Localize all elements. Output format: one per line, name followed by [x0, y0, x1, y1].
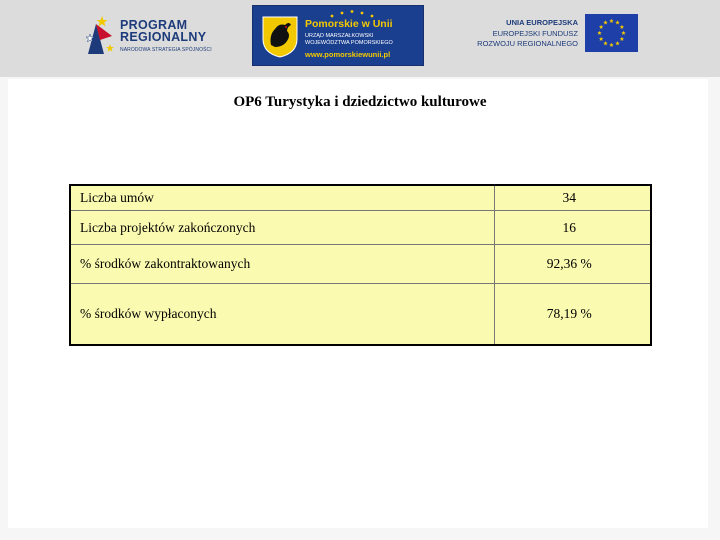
eu-fund-line2: ROZWOJU REGIONALNEGO	[477, 39, 578, 48]
program-regionalny-logo	[82, 14, 232, 60]
header-banner	[0, 0, 720, 77]
pomorskie-crest-icon	[261, 15, 299, 59]
pomorskie-office-line1: URZĄD MARSZAŁKOWSKI	[305, 33, 374, 39]
table-row	[70, 211, 651, 245]
eu-flag-icon	[585, 14, 638, 52]
pomorskie-office-line2: WOJEWÓDZTWA POMORSKIEGO	[305, 40, 393, 46]
row-value: 34	[494, 185, 651, 211]
statistics-table	[69, 184, 652, 346]
row-value: 92,36 %	[494, 245, 651, 284]
slide-title: OP6 Turystyka i dziedzictwo kulturowe	[233, 94, 487, 110]
table-row	[70, 185, 651, 211]
pomorskie-logo	[252, 5, 424, 66]
program-regionalny-logo-icon	[82, 14, 116, 58]
eu-name: UNIA EUROPEJSKA	[506, 18, 578, 27]
eu-logo	[455, 11, 640, 61]
row-label: Liczba projektów zakończonych	[70, 211, 494, 245]
table-row	[70, 245, 651, 284]
row-value: 78,19 %	[494, 284, 651, 346]
row-label: % środków wypłaconych	[70, 284, 494, 346]
eu-fund-line1: EUROPEJSKI FUNDUSZ	[492, 29, 578, 38]
table-row	[70, 284, 651, 346]
row-value: 16	[494, 211, 651, 245]
row-label: % środków zakontraktowanych	[70, 245, 494, 284]
program-regionalny-subtitle: NARODOWA STRATEGIA SPÓJNOŚCI	[120, 47, 212, 53]
pomorskie-title: Pomorskie w Unii	[305, 18, 393, 30]
program-regionalny-title: PROGRAM REGIONALNY	[120, 18, 207, 44]
pomorskie-url: www.pomorskiewunii.pl	[305, 50, 391, 59]
row-label: Liczba umów	[70, 185, 494, 211]
